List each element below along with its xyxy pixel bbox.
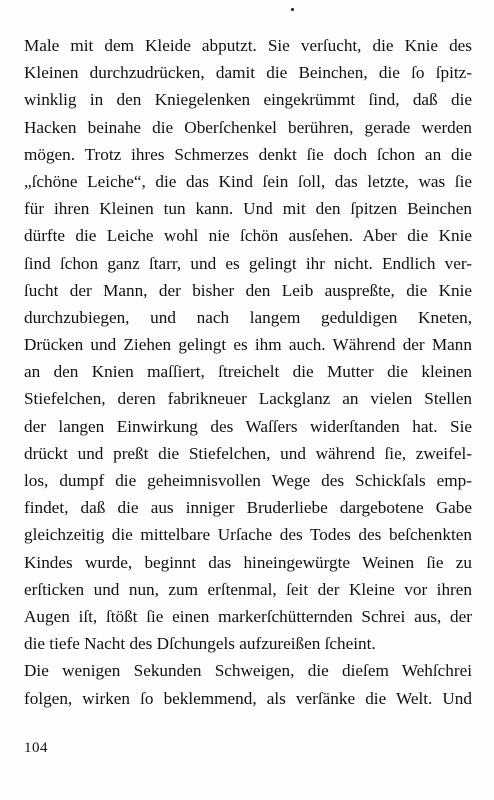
page-number: 104	[24, 740, 48, 756]
ink-speck	[291, 8, 294, 11]
text-line: los, dumpf die geheimnisvollen Wege des Schickſals emp-	[24, 471, 472, 490]
text-line: dürfte die Leiche wohl nie ſchön ausſehen. Aber die Knie	[24, 226, 472, 246]
text-line: „ſchöne Leiche“, die das Kind ſein ſoll, das letzte, was ſie	[24, 171, 472, 191]
text-line: ſucht der Mann, der bisher den Leib auspreßte, die Knie	[24, 280, 472, 300]
text-line: Augen iſt, ſtößt ſie einen markerſchütternden Schrei aus, der	[24, 606, 472, 626]
text-line: durchzubiegen, und nach langem geduldigen Kneten,	[24, 307, 472, 327]
text-line: für ihren Kleinen tun kann. Und mit den ſpitzen Beinchen	[24, 199, 472, 219]
text-line: Kleinen durchzudrücken, damit die Beinchen, die ſo ſpitz-	[24, 63, 472, 83]
text-line: Kindes wurde, beginnt das hineingewürgte Weinen ſie zu	[24, 552, 472, 572]
text-line: Drücken und Ziehen gelingt es ihm auch. Während der Mann	[24, 335, 472, 355]
text-line: folgen, wirken ſo beklemmend, als verſänke die Welt. Und	[24, 688, 472, 708]
text-line: Stiefelchen, deren fabrikneuer Lackglanz an vielen Stellen	[24, 389, 472, 409]
text-line: Male mit dem Kleide abputzt. Sie verſucht, die Knie des	[24, 36, 472, 55]
text-line: gleichzeitig die mittelbare Urſache des Todes des beſchenkten	[24, 525, 472, 545]
text-line: Die wenigen Sekunden Schweigen, die dieſem Wehſchrei	[24, 661, 472, 681]
paragraph-end-line: die tiefe Nacht des Dſchungels aufzureißen ſcheint.	[24, 634, 376, 654]
text-line: winklig in den Kniegelenken eingekrümmt ſind, daß die	[24, 90, 472, 110]
text-line: drückt und preßt die Stiefelchen, und während ſie, zweifel-	[24, 443, 472, 463]
body-text	[24, 32, 472, 712]
text-line: findet, daß die aus inniger Bruderliebe dargebotene Gabe	[24, 498, 472, 518]
text-line: mögen. Trotz ihres Schmerzes denkt ſie doch ſchon an die	[24, 144, 472, 164]
text-line: an den Knien maſſiert, ſtreichelt die Mutter die kleinen	[24, 362, 472, 382]
text-line: Hacken beinahe die Oberſchenkel berühren, gerade werden	[24, 117, 472, 137]
text-line: erſticken und nun, zum erſtenmal, ſeit der Kleine vor ihren	[24, 579, 472, 599]
text-line: ſind ſchon ganz ſtarr, und es gelingt ihr nicht. Endlich ver-	[24, 253, 472, 273]
text-line: der langen Einwirkung des Waſſers widerſtanden hat. Sie	[24, 416, 472, 436]
